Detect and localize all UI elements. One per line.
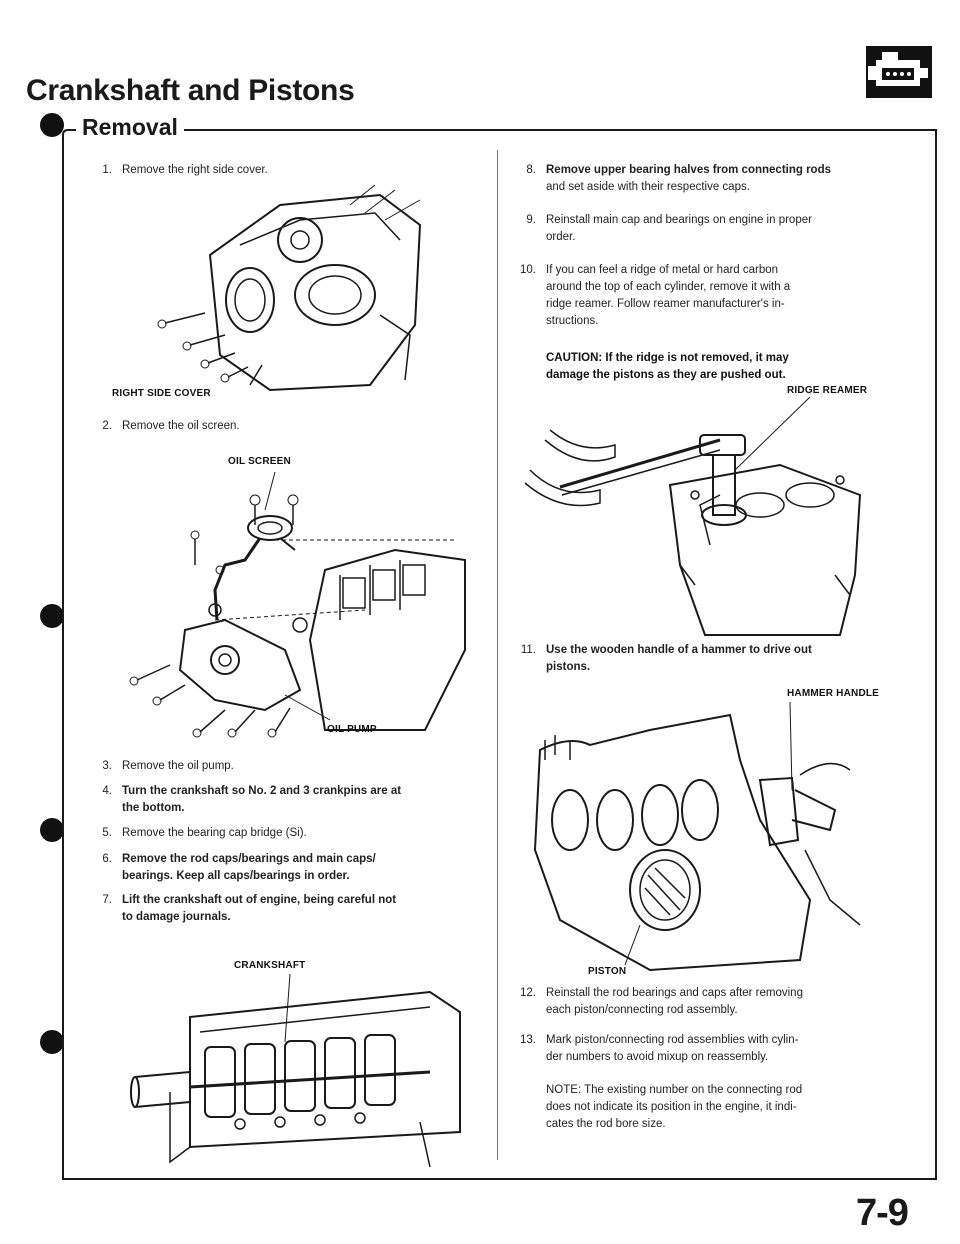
step-8: 8. Remove upper bearing halves from connecting rods and set aside with their respective caps. [526,164,832,193]
step-6: 6. Remove the rod caps/bearings and main caps/ bearings. Keep all caps/bearings in order. [102,853,376,882]
step-4: 4. Turn the crankshaft so No. 2 and 3 crankpins are at the bottom. [102,785,402,814]
step-7: 7. Lift the crankshaft out of engine, being careful not to damage journals. [102,894,397,923]
ridge-reamer-illustration [520,395,870,640]
section-title: Removal [82,114,178,140]
label-hammer-handle: HAMMER HANDLE [787,688,880,699]
caution-line: CAUTION: If the ridge is not removed, it may [546,352,789,364]
caution-note [546,350,876,384]
caution-line: damage the pistons as they are pushed out. [546,369,786,381]
binder-hole [40,818,64,842]
label-ridge-reamer: RIDGE REAMER [787,385,868,396]
note-line: cates the rod bore size. [546,1118,666,1130]
step-9: 9. Reinstall main cap and bearings on engine in proper order. [526,214,812,243]
label-right-side-cover: RIGHT SIDE COVER [112,388,211,399]
label-oil-screen: OIL SCREEN [228,456,291,467]
step-12: 12. Reinstall the rod bearings and caps after removing each piston/connecting rod assembly. [520,987,803,1016]
crankshaft-illustration [130,972,480,1172]
oil-screen-oil-pump-illustration [125,470,480,740]
step-1: 1. Remove the right side cover. [102,164,268,176]
binder-hole [40,604,64,628]
hammer-handle-piston-illustration [530,700,875,975]
binder-hole [40,1030,64,1054]
step-13: 13. Mark piston/connecting rod assemblies with cylin- der numbers to avoid mixup on reassembly. [520,1034,799,1063]
step-11: 11. Use the wooden handle of a hammer to drive out pistons. [520,644,812,673]
step-10: 10. If you can feel a ridge of metal or hard carbon around the top of each cylinder, remove it with a ridge reamer. Follow reamer manufacturer's in- structions. [520,264,791,327]
page-number: 7-9 [856,1192,908,1234]
note-line: NOTE: The existing number on the connecting rod [546,1084,803,1096]
step-3: 3. Remove the oil pump. [102,760,234,772]
right-side-cover-illustration [150,185,440,400]
page-title: Crankshaft and Pistons [26,74,355,107]
engine-icon [866,46,932,98]
column-divider [497,150,498,1160]
note-line: does not indicate its position in the engine, it indi- [546,1101,797,1113]
label-oil-pump: OIL PUMP [327,724,377,735]
label-crankshaft: CRANKSHAFT [234,960,306,971]
label-piston: PISTON [588,966,627,977]
step-2: 2. Remove the oil screen. [102,420,240,432]
step-5: 5. Remove the bearing cap bridge (Si). [102,827,307,839]
binder-hole [40,113,64,137]
note-block [546,1082,876,1133]
